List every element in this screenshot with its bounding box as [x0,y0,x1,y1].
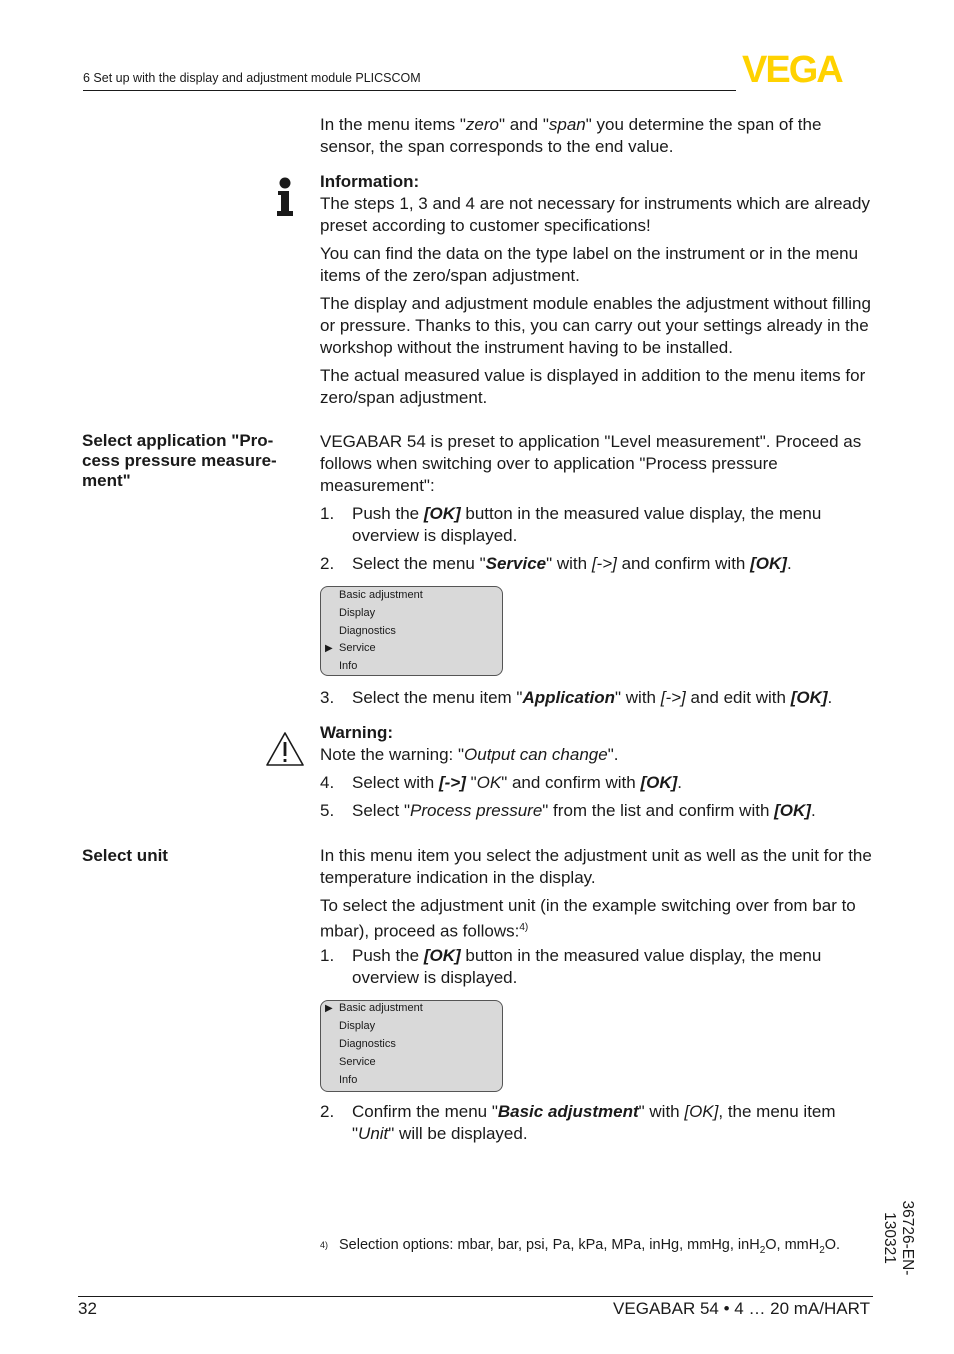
running-header: 6 Set up with the display and adjustment module PLICSCOM [83,71,421,85]
menu-item-service[interactable]: Service [339,642,376,654]
page-number: 32 [78,1299,97,1318]
info-icon [275,177,295,217]
footer-divider [78,1296,873,1297]
warning-text: Note the warning: "Output can change". [320,745,619,764]
footnote-marker: 4) [320,1240,329,1250]
display-menu-2 [320,1000,503,1092]
header-divider [83,90,736,91]
intro-paragraph: In the menu items "zero" and "span" you determine the span of the sensor, the span corresponds to the end value. [320,115,822,156]
menu-item-display[interactable]: Display [339,607,376,619]
side-heading-application: Select application "Pro-cess pressure measure-ment" [82,431,277,490]
document-number: 36726-EN-130321 [881,1200,916,1276]
menu-item-info[interactable]: Info [339,1074,358,1086]
footer-product: VEGABAR 54 • 4 … 20 mA/HART [613,1299,870,1318]
warning-triangle-icon [265,731,305,767]
selection-arrow-icon: ▶ [325,643,333,654]
menu-item-service[interactable]: Service [339,1056,376,1068]
menu-item-info[interactable]: Info [339,660,358,672]
unit-p2: To select the adjustment unit (in the example switching over from bar to mbar), proceed as follows:$^{4)}$ [320,896,856,941]
vega-logo [742,52,874,84]
information-p4: The actual measured value is displayed in addition to the menu items for zero/span adjustment. [320,366,866,407]
information-p2: You can find the data on the type label on the instrument or in the menu items of the zero/span adjustment. [320,244,859,285]
warning-title: Warning: [320,723,394,742]
footnote-ref: 4) [519,922,529,933]
selection-arrow-icon: ▶ [325,1003,333,1014]
menu-item-diagnostics[interactable]: Diagnostics [339,1038,396,1050]
menu-item-display[interactable]: Display [339,1020,376,1032]
display-menu-1 [320,586,503,676]
footnote-text: Selection options: mbar, bar, psi, Pa, kPa, MPa, inHg, mmHg, inH$_2$O, mmH$_2$O. [339,1237,841,1256]
unit-p1: In this menu item you select the adjustment unit as well as the unit for the temperature indication in the display. [320,846,872,887]
side-heading-unit: Select unit [82,846,168,865]
application-intro: VEGABAR 54 is preset to application "Level measurement". Proceed as follows when switching over to application "Process pressure measurement": [320,432,862,495]
information-p3: The display and adjustment module enables the adjustment without filling or pressure. Thanks to this, you can carry out your settings already in the workshop without the instrument having to be installed. [320,294,871,357]
menu-item-diagnostics[interactable]: Diagnostics [339,625,396,637]
information-p1: The steps 1, 3 and 4 are not necessary for instruments which are already preset according to customer specifications! [320,194,870,235]
menu-item-basic-adjustment[interactable]: Basic adjustment [339,1002,423,1014]
logo-text: VEGA [742,52,842,84]
menu-item-basic-adjustment[interactable]: Basic adjustment [339,589,423,601]
information-title: Information: [320,172,420,191]
